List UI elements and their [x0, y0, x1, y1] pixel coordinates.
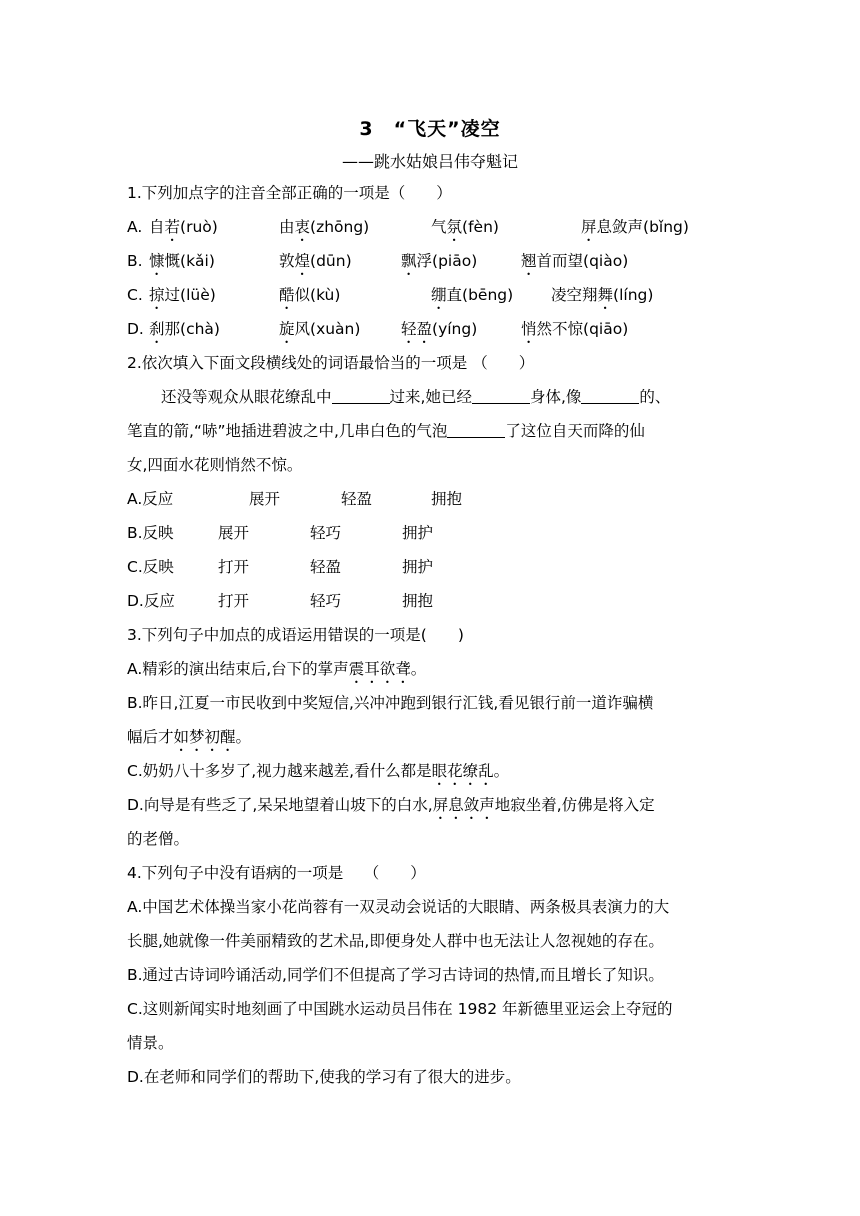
lesson-title: 3 “飞天”凌空	[359, 118, 501, 140]
fill-blank-4	[447, 417, 505, 438]
question-2-option-b: B.反映 展开 轻巧 拥护	[127, 524, 434, 542]
question-4-option-d: D.在老师和同学们的帮助下,使我的学习有了很大的进步。	[127, 1068, 521, 1086]
question-4-option-a-line-2: 长腿,她就像一件美丽精致的艺术品,即便身处人群中也无法让人忽视她的存在。	[127, 932, 664, 950]
question-4-option-c-line-2: 情景。	[127, 1034, 174, 1052]
question-3-stem: 3.下列句子中加点的成语运用错误的一项是( )	[127, 626, 464, 644]
fill-blank-2	[472, 383, 530, 404]
question-2-option-c: C.反映 打开 轻盈 拥护	[127, 558, 434, 576]
question-3-option-d-line-2: 的老僧。	[127, 830, 190, 848]
question-1-option-b: B. 慷慨(kǎi) 敦煌(dūn) 飘浮(piāo) 翘首而望(qiào)	[127, 252, 629, 270]
question-2-option-a: A.反应 展开 轻盈 拥抱	[127, 490, 463, 508]
question-1-option-c: C. 掠过(lüè) 酷似(kù) 绷直(bēng) 凌空翔舞(líng)	[127, 286, 654, 304]
question-3-option-c: C.奶奶八十多岁了,视力越来越差,看什么都是眼花缭乱。	[127, 762, 510, 780]
question-2-passage-line-3: 女,四面水花则悄然不惊。	[127, 456, 303, 474]
question-4-option-b: B.通过古诗词吟诵活动,同学们不但提高了学习古诗词的热情,而且增长了知识。	[127, 966, 664, 984]
question-3-option-b-line-2: 幅后才如梦初醒。	[127, 728, 252, 746]
exercise-content	[127, 176, 747, 1094]
question-1-option-d: D. 刹那(chà) 旋风(xuàn) 轻盈(yíng) 悄然不惊(qiāo)	[127, 320, 629, 338]
question-2-option-d: D.反应 打开 轻巧 拥抱	[127, 592, 434, 610]
question-2-passage-line-2: 笔直的箭,“哧”地插进碧波之中,几串白色的气泡 了这位自天而降的仙	[127, 414, 747, 448]
lesson-subtitle: ——跳水姑娘吕伟夺魁记	[341, 152, 518, 171]
question-3-option-b-line-1: B.昨日,江夏一市民收到中奖短信,兴冲冲跑到银行汇钱,看见银行前一道诈骗横	[127, 694, 654, 712]
question-3-option-d-line-1: D.向导是有些乏了,呆呆地望着山坡下的白水,屏息敛声地寂坐着,仿佛是将入定	[127, 796, 655, 814]
question-4-option-a-line-1: A.中国艺术体操当家小花尚蓉有一双灵动会说话的大眼睛、两条极具表演力的大	[127, 898, 670, 916]
question-3-option-a: A.精彩的演出结束后,台下的掌声震耳欲聋。	[127, 660, 427, 678]
fill-blank-3	[581, 383, 639, 404]
question-4-stem: 4.下列句子中没有语病的一项是 （ ）	[127, 864, 426, 882]
question-2-stem: 2.依次填入下面文段横线处的词语最恰当的一项是 （ ）	[127, 354, 535, 372]
question-2-passage-line-1: 还没等观众从眼花缭乱中 过来,她已经 身体,像 的、	[127, 380, 747, 414]
question-1-stem: 1.下列加点字的注音全部正确的一项是（ ）	[127, 184, 452, 202]
fill-blank-1	[332, 383, 390, 404]
question-4-option-c-line-1: C.这则新闻实时地刻画了中国跳水运动员吕伟在 1982 年新德里亚运会上夺冠的	[127, 1000, 673, 1018]
question-1-option-a: A. 自若(ruò) 由衷(zhōng) 气氛(fèn) 屏息敛声(bǐng)	[127, 218, 689, 236]
